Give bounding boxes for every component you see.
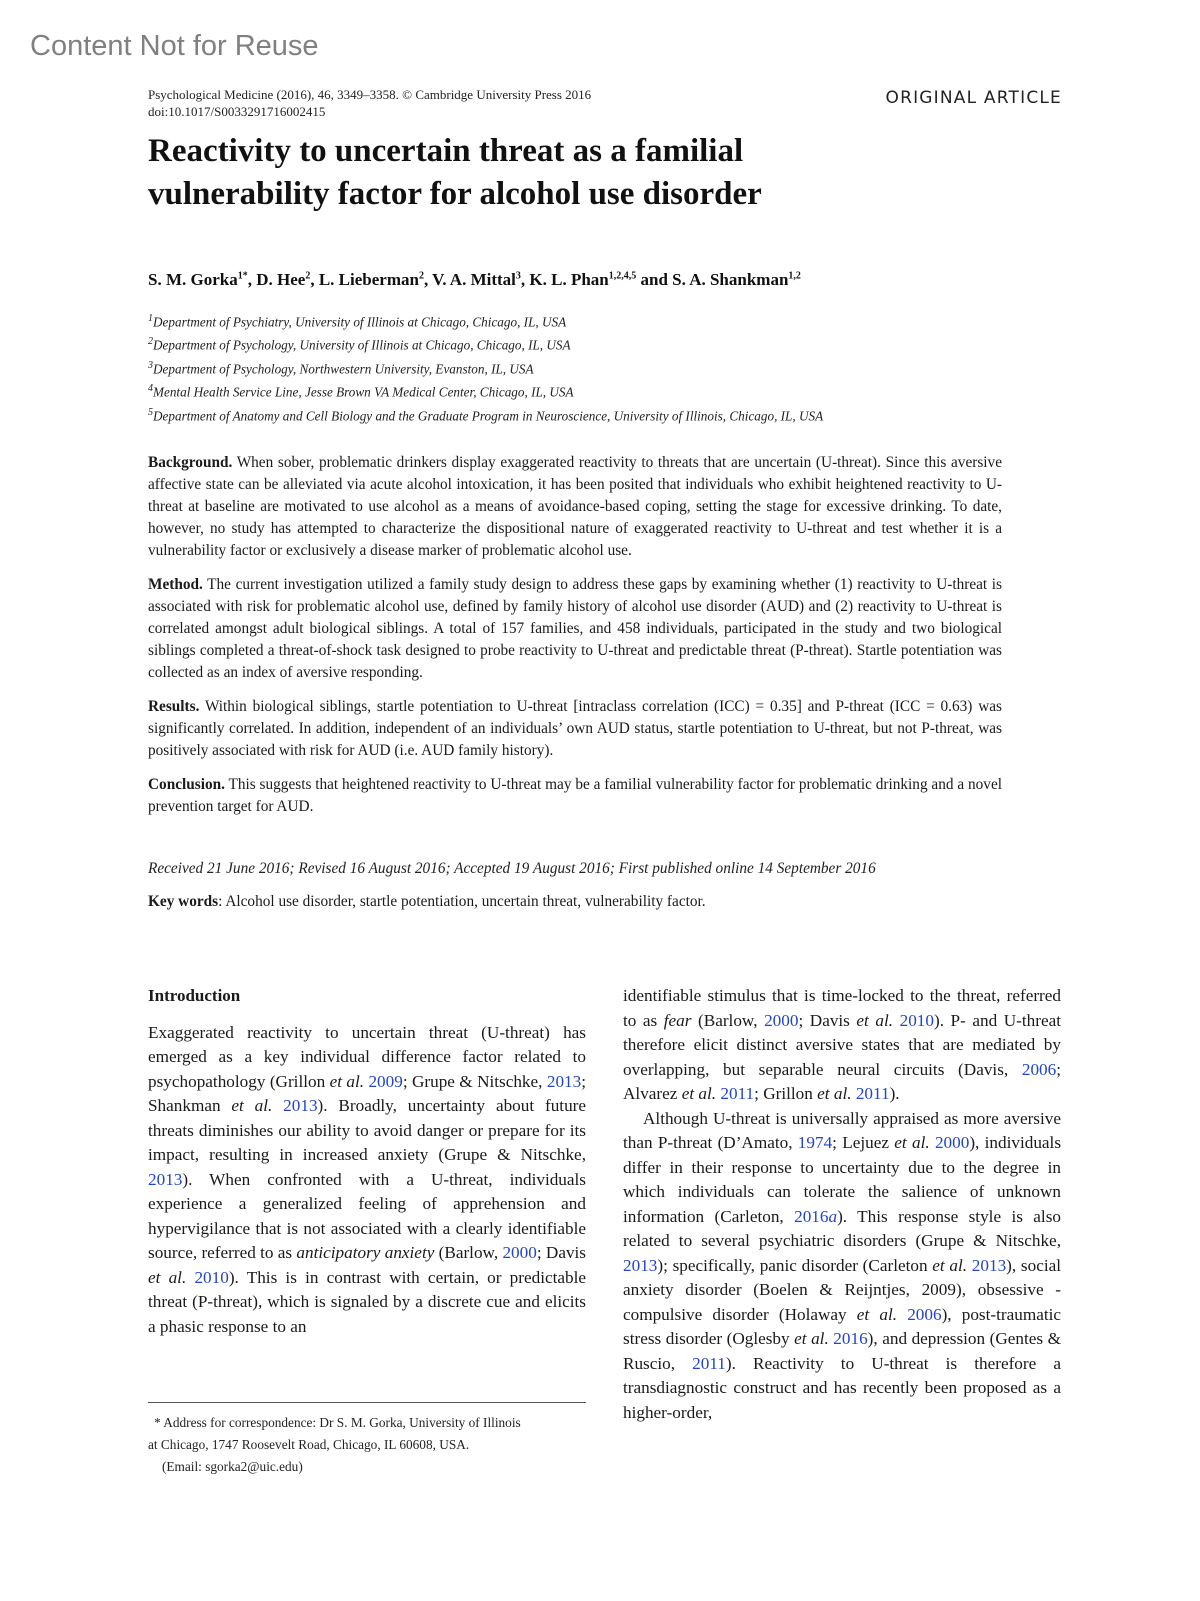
journal-citation: Psychological Medicine (2016), 46, 3349–3358. © Cambridge University Press 2016 bbox=[148, 87, 592, 102]
author: L. Lieberman bbox=[318, 270, 419, 289]
footnote-rule bbox=[148, 1402, 586, 1403]
author-sup: 1,2 bbox=[788, 270, 801, 282]
abstract-results bbox=[148, 696, 1002, 762]
abstract-background bbox=[148, 452, 1002, 562]
citation-link[interactable]: 2000 bbox=[502, 1243, 537, 1262]
affiliation bbox=[148, 309, 1068, 332]
italic-text: fear bbox=[663, 1010, 692, 1030]
citation-link[interactable]: 2013 bbox=[971, 1255, 1007, 1275]
abstract-text: When sober, problematic drinkers display exaggerated reactivity to threats that are uncertain (U-threat). Since this aversive affective state can be alleviated via acute alcohol intoxication, it has been posited that individuals who exhibit heightened reactivity to U-threat at baseline are motivated to use alcohol as a means of avoidance-based coping, setting the stage for excessive drinking. To date, however, no study has attempted to characterize the dispositional nature of exaggerated reactivity to U-threat and test whether it is a vulnerability factor or exclusively a disease marker of problematic alcohol use. bbox=[148, 454, 1002, 559]
author: V. A. Mittal bbox=[432, 270, 516, 289]
author: S. M. Gorka bbox=[148, 270, 238, 289]
affiliation bbox=[148, 403, 1068, 426]
author-sup: 3 bbox=[515, 270, 521, 282]
affiliation bbox=[148, 379, 1068, 402]
citation-link[interactable]: 2000 bbox=[764, 1010, 799, 1030]
correspondence-footnote bbox=[148, 1412, 588, 1478]
abstract-method bbox=[148, 574, 1002, 684]
citation-link[interactable]: 2013 bbox=[148, 1169, 183, 1189]
italic-text: et al. bbox=[794, 1329, 829, 1348]
citation-link[interactable]: 2013 bbox=[283, 1096, 318, 1115]
affiliation-text: Department of Psychiatry, University of Illinois at Chicago, Chicago, IL, USA bbox=[153, 314, 567, 330]
abstract bbox=[148, 452, 1002, 830]
italic-text: et al. bbox=[856, 1304, 898, 1324]
author-sep: , bbox=[520, 270, 530, 289]
italic-text: et al. bbox=[231, 1096, 273, 1115]
affiliation-num: 1 bbox=[148, 313, 153, 324]
italic-text: anticipatory anxiety bbox=[296, 1243, 435, 1262]
author-sup: 1* bbox=[237, 270, 248, 282]
abstract-text: Within biological siblings, startle potentiation to U-threat [intraclass correlation (ICC) = 0.35] and P-threat (ICC = 0.63) was significantly correlated. In addition, independent of an individuals’ own AUD status, startle potentiation to U-threat, but not P-threat, was positively associated with risk for AUD (i.e. AUD family history). bbox=[148, 698, 1002, 759]
citation-link[interactable]: 2010 bbox=[899, 1010, 934, 1030]
journal-info bbox=[148, 86, 591, 120]
author-list bbox=[148, 270, 801, 290]
author-sep: , bbox=[423, 270, 433, 289]
citation-link[interactable]: 2013 bbox=[546, 1071, 582, 1091]
affiliation-num: 2 bbox=[148, 336, 153, 348]
affiliation-num: 3 bbox=[148, 359, 153, 371]
abstract-label: Conclusion. bbox=[148, 776, 225, 793]
article-type: ORIGINAL ARTICLE bbox=[885, 88, 1062, 108]
abstract-label: Results. bbox=[148, 698, 200, 715]
affiliation-num: 5 bbox=[148, 406, 153, 418]
italic-text: et al. bbox=[856, 1010, 894, 1030]
citation-link[interactable]: 2010 bbox=[194, 1267, 229, 1287]
citation-link[interactable]: a bbox=[828, 1206, 838, 1226]
watermark: Content Not for Reuse bbox=[30, 30, 319, 62]
citation-link[interactable]: 2006 bbox=[1021, 1059, 1057, 1079]
author-sep: and bbox=[636, 270, 673, 289]
italic-text: et al. bbox=[329, 1071, 365, 1091]
citation-link[interactable]: 2009 bbox=[368, 1071, 403, 1091]
title-line-1: Reactivity to uncertain threat as a familial bbox=[148, 133, 744, 169]
abstract-label: Background. bbox=[148, 454, 233, 471]
keywords bbox=[148, 893, 706, 911]
keywords-label: Key words bbox=[148, 893, 219, 910]
affiliation-text: Department of Psychology, Northwestern University, Evanston, IL, USA bbox=[153, 361, 534, 377]
author-sep: , bbox=[247, 270, 257, 289]
citation-link[interactable]: 2006 bbox=[907, 1304, 942, 1324]
footnote-line: (Email: sgorka2@uic.edu) bbox=[162, 1459, 303, 1474]
footnote-line: * Address for correspondence: Dr S. M. Gorka, University of Illinois bbox=[154, 1415, 521, 1430]
abstract-label: Method. bbox=[148, 576, 203, 593]
affiliation-text: Department of Anatomy and Cell Biology and the Graduate Program in Neuroscience, University of Illinois, Chicago, IL, USA bbox=[153, 407, 824, 423]
affiliation-num: 4 bbox=[148, 383, 153, 395]
article-title bbox=[148, 130, 1008, 216]
body-column-right bbox=[623, 984, 1061, 1425]
body-paragraph: Exaggerated reactivity to uncertain threat (U-threat) has emerged as a key individual difference factor related to psychopathology (Grillon et al. 2009; Grupe & Nitschke, 2013; Shankman et al. 2013). Broadly, uncertainty about future threats diminishes our ability to avoid danger or prepare for its impact, resulting in increased anxiety (Grupe & Nitschke, 2013). When confronted with a U-threat, individuals experience a generalized feeling of apprehension and hypervigilance that is not associated with a clearly identifiable source, referred to as anticipatory anxiety (Barlow, 2000; Davis et al. 2010). This is in contrast with certain, or predictable threat (P-threat), which is signaled by a discrete cue and elicits a phasic response to an bbox=[148, 1022, 587, 1336]
affiliation bbox=[148, 356, 1068, 379]
author-sep: , bbox=[310, 270, 319, 289]
italic-text: et al. bbox=[681, 1084, 717, 1103]
author-sup: 1,2,4,5 bbox=[608, 270, 637, 282]
abstract-text: This suggests that heightened reactivity to U-threat may be a familial vulnerability factor for problematic drinking and a novel prevention target for AUD. bbox=[148, 776, 1002, 815]
citation-link[interactable]: 2016 bbox=[794, 1206, 829, 1226]
citation-link[interactable]: 2011 bbox=[855, 1084, 890, 1103]
section-heading-introduction: Introduction bbox=[148, 986, 241, 1005]
author-sup: 2 bbox=[305, 270, 311, 282]
author: K. L. Phan bbox=[529, 270, 609, 289]
affiliation-text: Mental Health Service Line, Jesse Brown VA Medical Center, Chicago, IL, USA bbox=[153, 384, 574, 400]
doi: doi:10.1017/S0033291716002415 bbox=[148, 104, 326, 119]
author: D. Hee bbox=[256, 270, 306, 289]
abstract-text: The current investigation utilized a family study design to address these gaps by examining whether (1) reactivity to U-threat is associated with risk for problematic alcohol use, defined by family history of alcohol use disorder (AUD) and (2) reactivity to U-threat is correlated amongst adult biological siblings. A total of 157 families, and 458 individuals, participated in the study and two biological siblings completed a threat-of-shock task designed to probe reactivity to U-threat and predictable threat (P-threat). Startle potentiation was collected as an index of aversive responding. bbox=[148, 576, 1002, 681]
citation-link[interactable]: 2011 bbox=[720, 1084, 755, 1103]
keywords-text: : Alcohol use disorder, startle potentiation, uncertain threat, vulnerability factor. bbox=[218, 893, 706, 910]
body-column-left bbox=[148, 984, 586, 1339]
italic-text: et al. bbox=[894, 1133, 930, 1152]
body-paragraph: Although U-threat is universally appraised as more aversive than P-threat (D’Amato, 1974; Lejuez et al. 2000), individuals differ in their response to uncertainty due to the degree in which individuals can tolerate the salience of unknown information (Carleton, 2016a). This response style is also related to several psychiatric disorders (Grupe & Nitschke, 2013); specifically, panic disorder (Carleton et al. 2013), social anxiety disorder (Boelen & Reijntjes, 2009), obsessive -compulsive disorder (Holaway et al. 2006), post-traumatic stress disorder (Oglesby et al. 2016), and depression (Gentes & Ruscio, 2011). Reactivity to U-threat is therefore a transdiagnostic construct and has recently been proposed as a higher-order, bbox=[623, 1108, 1062, 1422]
italic-text: et al. bbox=[932, 1255, 968, 1275]
citation-link[interactable]: 1974 bbox=[797, 1133, 833, 1152]
citation-link[interactable]: 2000 bbox=[934, 1133, 970, 1152]
abstract-conclusion bbox=[148, 774, 1002, 818]
publication-history: Received 21 June 2016; Revised 16 August 2016; Accepted 19 August 2016; First published online 14 September 2016 bbox=[148, 860, 876, 877]
affiliations bbox=[148, 309, 1068, 426]
affiliation bbox=[148, 332, 1068, 355]
citation-link[interactable]: 2016 bbox=[833, 1329, 868, 1348]
citation-link[interactable]: 2011 bbox=[692, 1353, 726, 1373]
affiliation-text: Department of Psychology, University of Illinois at Chicago, Chicago, IL, USA bbox=[153, 337, 571, 353]
citation-link[interactable]: 2013 bbox=[623, 1255, 658, 1275]
italic-text: et al. bbox=[148, 1267, 187, 1287]
author: S. A. Shankman bbox=[672, 270, 789, 289]
italic-text: et al. bbox=[817, 1084, 852, 1103]
author-sup: 2 bbox=[418, 270, 424, 282]
body-paragraph: identifiable stimulus that is time-locked to the threat, referred to as fear (Barlow, 2000; Davis et al. 2010). P- and U-threat therefore elicit distinct aversive states that are mediated by overlapping, but separable neural circuits (Davis, 2006; Alvarez et al. 2011; Grillon et al. 2011). bbox=[623, 986, 1061, 1103]
footnote-line: at Chicago, 1747 Roosevelt Road, Chicago, IL 60608, USA. bbox=[148, 1437, 470, 1452]
title-line-2: vulnerability factor for alcohol use disorder bbox=[148, 176, 762, 212]
